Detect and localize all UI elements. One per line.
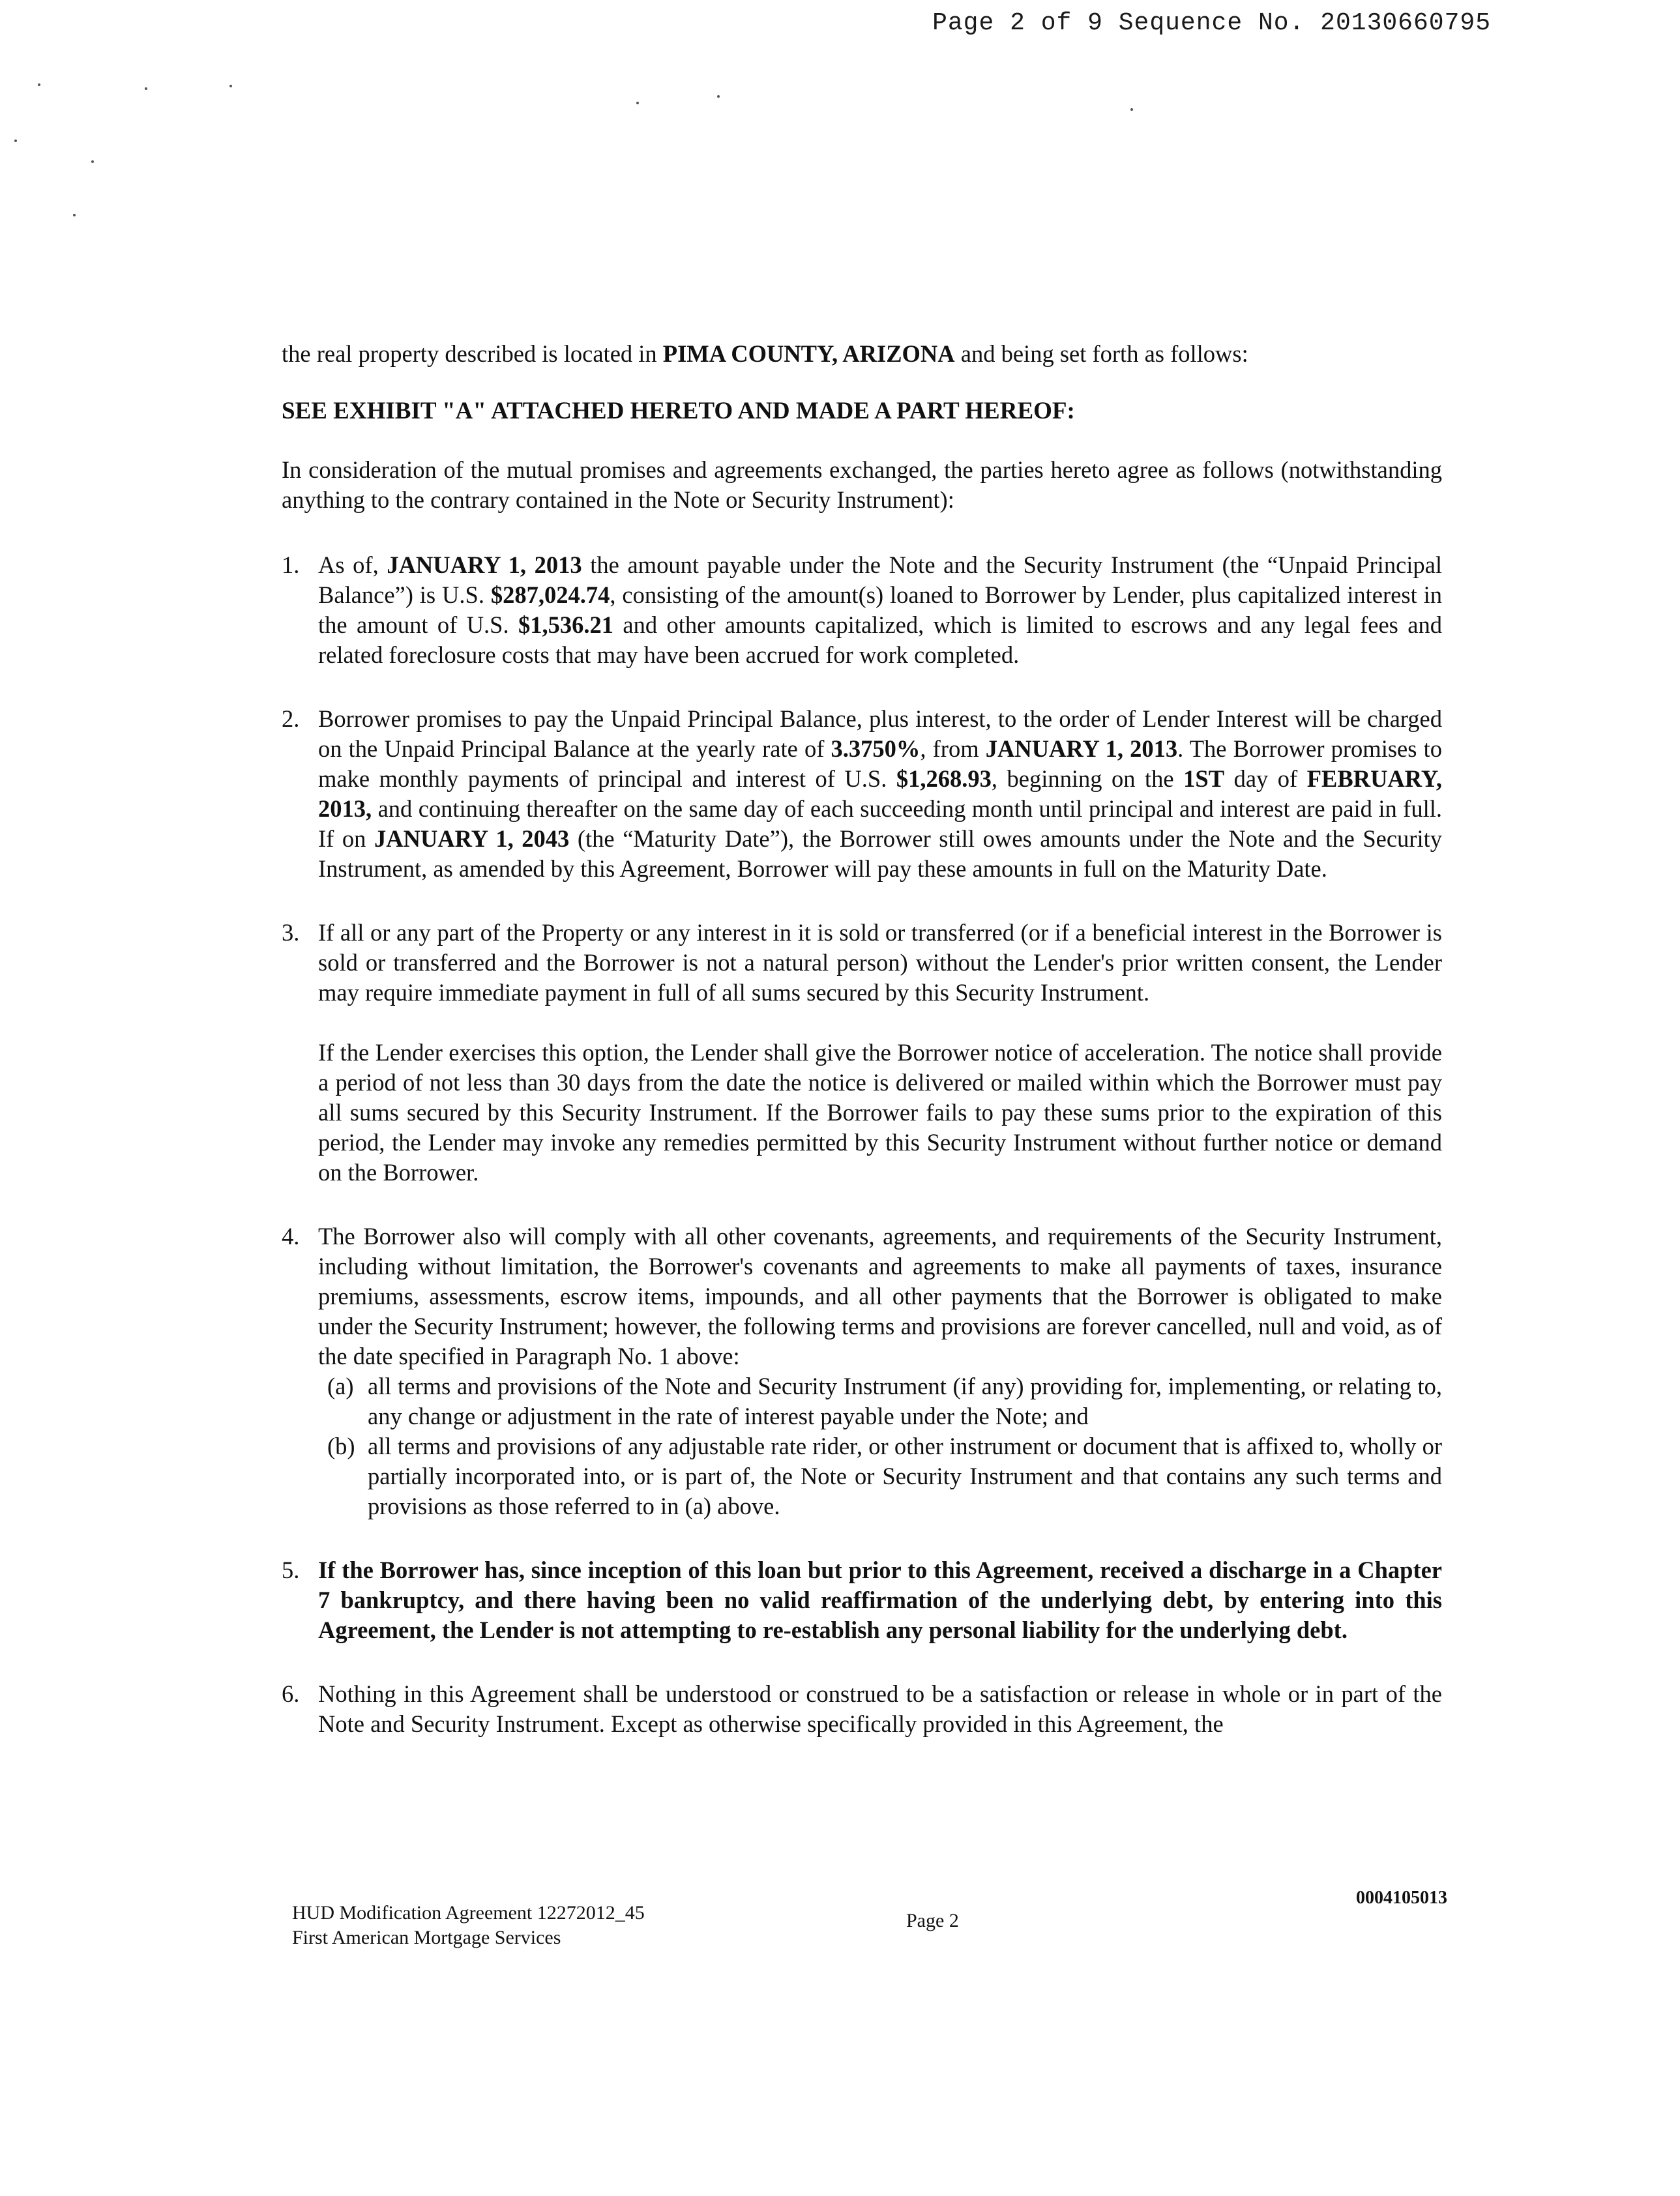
item-number: 3. — [282, 919, 300, 946]
term-item-3 — [282, 918, 1442, 1188]
footer-loan-number: 0004105013 — [1356, 1888, 1447, 1908]
term-item-1 — [282, 550, 1442, 670]
term-item-2 — [282, 704, 1442, 884]
scan-speck — [14, 139, 17, 142]
term-text: Borrower promises to pay the Unpaid Principal Balance, plus interest, to the order of Lender Interest will be charged on the Unpaid Principal Balance at the yearly rate of 3.3750%, from JANUARY 1, 2013. The Borrower promises to make monthly payments of principal and interest of U.S. $1,268.93, beginning on the 1ST day of FEBRUARY, 2013, and continuing thereafter on the same day of each succeeding month until principal and interest are paid in full. If on JANUARY 1, 2043 (the “Maturity Date”), the Borrower still owes amounts under the Note and the Security Instrument, as amended by this Agreement, Borrower will pay these amounts in full on the Maturity Date. — [318, 705, 1442, 882]
effective-date: JANUARY 1, 2013 — [387, 551, 582, 578]
scan-speck — [38, 83, 40, 86]
sub-item-a — [318, 1371, 1442, 1431]
scan-speck — [717, 95, 720, 98]
scan-speck — [229, 85, 232, 87]
scan-speck — [636, 102, 639, 104]
item-number: 5. — [282, 1557, 300, 1583]
term-text: As of, JANUARY 1, 2013 the amount payable under the Note and the Security Instrument (the “Unpaid Principal Balance”) is U.S. $287,024.74, consisting of the amount(s) loaned to Borrower by Lender, plus capitalized interest in the amount of U.S. $1,536.21 and other amounts capitalized, which is limited to escrows and any legal fees and related foreclosure costs that may have been accrued for work completed. — [318, 551, 1443, 668]
term-text: The Borrower also will comply with all other covenants, agreements, and requirements of the Security Instrument, including without limitation, the Borrower's covenants and agreements to make all payments of taxes, insurance premiums, assessments, escrow items, impounds, and all other payments that the Borrower is obligated to make under the Security Instrument; however, the following terms and provisions are forever cancelled, null and void, as of the date specified in Paragraph No. 1 above: — [318, 1223, 1442, 1369]
scan-speck — [145, 87, 147, 90]
bankruptcy-disclaimer: If the Borrower has, since inception of this loan but prior to this Agreement, received a discharge in a Chapter 7 bankruptcy, and there having been no valid reaffirmation of the underlying debt, by entering into this Agreement, the Lender is not attempting to re-establish any personal liability for the underlying debt. — [318, 1557, 1442, 1643]
monthly-payment: $1,268.93 — [896, 765, 992, 792]
interest-rate: 3.3750% — [831, 735, 921, 762]
sub-item-label: (b) — [327, 1433, 355, 1459]
page-sequence-stamp: Page 2 of 9 Sequence No. 20130660795 — [932, 9, 1491, 37]
item-number: 1. — [282, 551, 300, 578]
footer-document-info — [292, 1901, 645, 1950]
first-payment-month: FEBRUARY, 2013, — [318, 765, 1442, 822]
scan-speck — [73, 214, 76, 216]
acceleration-paragraph: If the Lender exercises this option, the Lender shall give the Borrower notice of acceleration. The notice shall provide a period of not less than 30 days from the date the notice is delivered or mailed within which the Borrower must pay all sums secured by this Security Instrument. If the Borrower fails to pay these sums prior to the expiration of this period, the Lender may invoke any remedies permitted by this Security Instrument without further notice or demand on the Borrower. — [318, 1039, 1442, 1186]
consideration-paragraph: In consideration of the mutual promises and agreements exchanged, the parties hereto agree as follows (notwithstanding anything to the contrary contained in the Note or Security Instrument): — [282, 456, 1442, 513]
footer-company-name: First American Mortgage Services — [292, 1927, 561, 1948]
maturity-date: JANUARY 1, 2043 — [374, 825, 570, 852]
term-text: Nothing in this Agreement shall be understood or construed to be a satisfaction or release in whole or in part of the Note and Security Instrument. Except as otherwise specifically provided in this Agreement, the — [318, 1680, 1442, 1737]
term-item-5 — [282, 1555, 1442, 1645]
sub-item-text: all terms and provisions of the Note and Security Instrument (if any) providing for, implementing, or relating to, any change or adjustment in the rate of interest payable under the Note; and — [368, 1373, 1442, 1429]
property-location-paragraph: the real property described is located in PIMA COUNTY, ARIZONA and being set forth as follows: — [282, 340, 1248, 367]
term-text: If all or any part of the Property or any interest in it is sold or transferred (or if a beneficial interest in the Borrower is sold or transferred and the Borrower is not a natural person) without the Lender's prior written consent, the Lender may require immediate payment in full of all sums secured by this Security Instrument. — [318, 919, 1442, 1006]
item-number: 2. — [282, 705, 300, 732]
term-item-6 — [282, 1679, 1442, 1739]
footer-page-number: Page 2 — [906, 1910, 959, 1931]
sub-item-label: (a) — [327, 1373, 354, 1399]
cancelled-provisions-list — [318, 1371, 1442, 1521]
item-number: 6. — [282, 1680, 300, 1707]
sub-item-text: all terms and provisions of any adjustable rate rider, or other instrument or document that is affixed to, wholly or partially incorporated into, or is part of, the Note or Security Instrument and that contains any such terms and provisions as those referred to in (a) above. — [368, 1433, 1442, 1519]
footer-document-name: HUD Modification Agreement 12272012_45 — [292, 1902, 645, 1924]
sub-item-b — [318, 1431, 1442, 1521]
county-name: PIMA COUNTY, ARIZONA — [662, 340, 955, 367]
rate-start-date: JANUARY 1, 2013 — [985, 735, 1178, 762]
agreement-body — [282, 339, 1442, 1773]
item-number: 4. — [282, 1223, 300, 1250]
term-item-4 — [282, 1222, 1442, 1521]
scan-speck — [1130, 108, 1133, 111]
scan-speck — [91, 160, 94, 163]
exhibit-heading: SEE EXHIBIT "A" ATTACHED HERETO AND MADE A PART HEREOF: — [282, 398, 1075, 424]
payment-day: 1ST — [1183, 765, 1225, 792]
terms-list — [282, 550, 1442, 1739]
unpaid-principal-amount: $287,024.74 — [490, 581, 610, 608]
capitalized-interest-amount: $1,536.21 — [518, 611, 614, 638]
